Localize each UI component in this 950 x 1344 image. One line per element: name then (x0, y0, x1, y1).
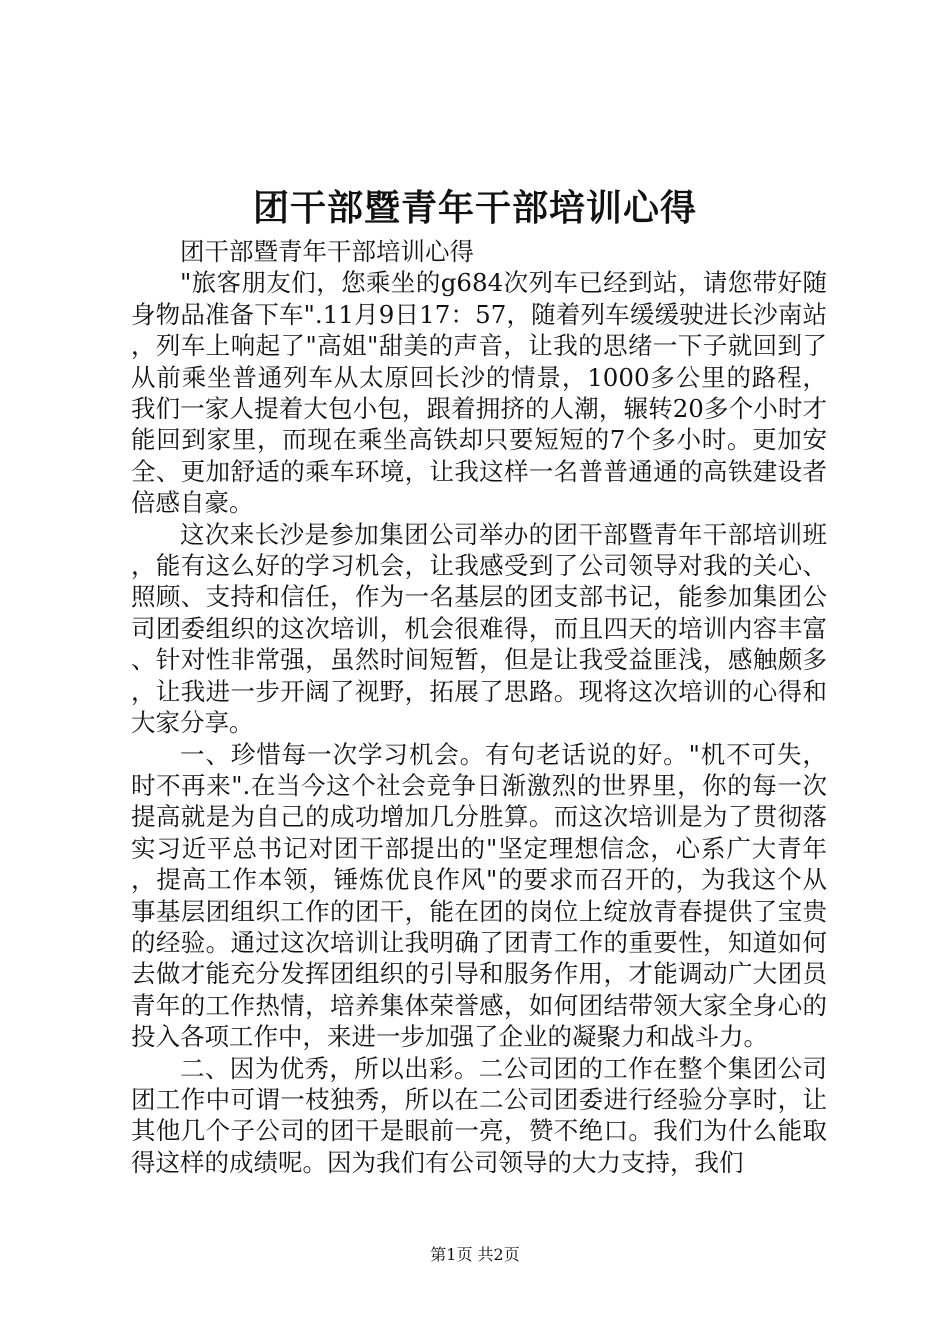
document-body (131, 236, 827, 1178)
page-number-footer: 第1页 共2页 (430, 1245, 520, 1264)
paragraph-point-one: 一、珍惜每一次学习机会。有句老话说的好。"机不可失，时不再来".在当今这个社会竞争日渐激烈的世界里，你的每一次提高就是为自己的成功增加几分胜算。而这次培训是为了贯彻落实习近平总书记对团干部提出的"坚定理想信念，心系广大青年，提高工作本领，锤炼优良作风"的要求而召开的，为我这个从事基层团组织工作的团干，能在团的岗位上绽放青春提供了宝贵的经验。通过这次培训让我明确了团青工作的重要性，知道如何去做才能充分发挥团组织的引导和服务作用，才能调动广大团员青年的工作热情，培养集体荣誉感，如何团结带领大家全身心的投入各项工作中，来进一步加强了企业的凝聚力和战斗力。 (131, 739, 827, 1052)
paragraph-training: 这次来长沙是参加集团公司举办的团干部暨青年干部培训班，能有这么好的学习机会，让我感受到了公司领导对我的关心、照顾、支持和信任，作为一名基层的团支部书记，能参加集团公司团委组织的这次培训，机会很难得，而且四天的培训内容丰富、针对性非常强，虽然时间短暂，但是让我受益匪浅，感触颇多，让我进一步开阔了视野，拓展了思路。现将这次培训的心得和大家分享。 (131, 519, 827, 738)
document-title: 团干部暨青年干部培训心得 (252, 187, 697, 229)
paragraph-intro: "旅客朋友们，您乘坐的g684次列车已经到站，请您带好随身物品准备下车".11月9日17：57，随着列车缓缓驶进长沙南站，列车上响起了"高姐"甜美的声音，让我的思绪一下子就回到了从前乘坐普通列车从太原回长沙的情景，1000多公里的路程，我们一家人提着大包小包，跟着拥挤的人潮，辗转20多个小时才能回到家里，而现在乘坐高铁却只要短短的7个多小时。更加安全、更加舒适的乘车环境，让我这样一名普普通通的高铁建设者倍感自豪。 (131, 268, 827, 518)
paragraph-point-two: 二、因为优秀，所以出彩。二公司团的工作在整个集团公司团工作中可谓一枝独秀，所以在二公司团委进行经验分享时，让其他几个子公司的团干是眼前一亮，赞不绝口。我们为什么能取得这样的成绩呢。因为我们有公司领导的大力支持，我们 (131, 1053, 827, 1177)
paragraph-subtitle: 团干部暨青年干部培训心得 (180, 237, 474, 266)
